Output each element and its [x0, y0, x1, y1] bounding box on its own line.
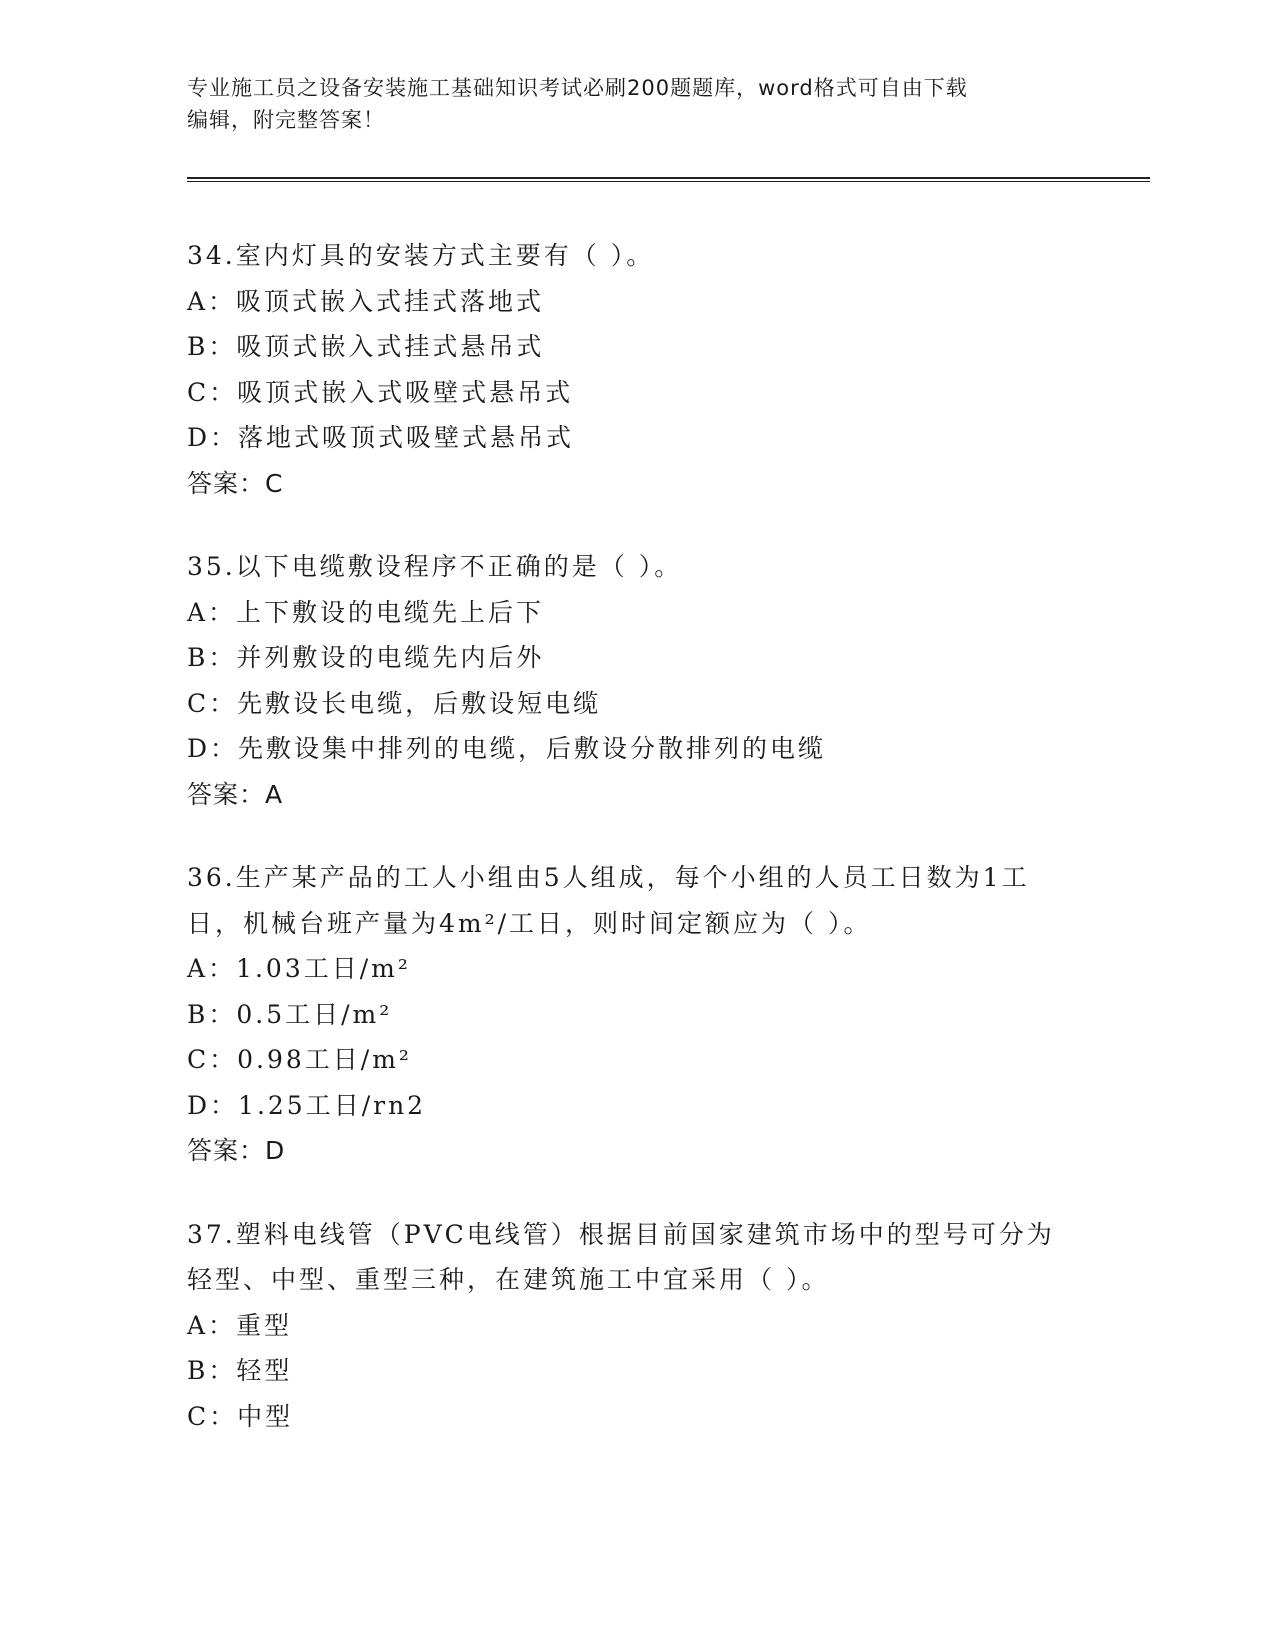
answer-key: 答案：A	[187, 779, 284, 809]
answer-key: 答案：C	[187, 468, 284, 498]
option-c: C：先敷设长电缆，后敷设短电缆	[187, 688, 602, 718]
question-stem: 34.室内灯具的安装方式主要有（ ）。	[187, 241, 655, 270]
option-a: A：重型	[187, 1310, 293, 1340]
option-d: D：先敷设集中排列的电缆，后敷设分散排列的电缆	[187, 734, 827, 763]
option-a: A：1.03工日/m²	[187, 954, 411, 983]
option-d: D：落地式吸顶式吸壁式悬吊式	[187, 423, 575, 452]
option-b: B：0.5工日/m²	[187, 999, 393, 1029]
header-divider	[187, 177, 1150, 182]
answer-key: 答案：D	[187, 1136, 286, 1165]
option-c: C：0.98工日/m²	[187, 1045, 412, 1074]
option-d: D：1.25工日/rn2	[187, 1090, 427, 1120]
header-title-line-2: 编辑，附完整答案！	[187, 108, 385, 132]
option-a: A：吸顶式嵌入式挂式落地式	[187, 286, 545, 316]
header-title-line-1: 专业施工员之设备安装施工基础知识考试必刷200题题库，word格式可自由下载	[187, 76, 968, 100]
question-34	[187, 233, 1087, 506]
question-stem: 35.以下电缆敷设程序不正确的是（ ）。	[187, 552, 683, 581]
option-c: C：中型	[187, 1401, 294, 1431]
option-a: A：上下敷设的电缆先上后下	[187, 597, 545, 627]
question-stem-line-1: 37.塑料电线管（PVC电线管）根据目前国家建筑市场中的型号可分为	[187, 1219, 1055, 1249]
question-list	[187, 233, 1087, 1477]
page-header	[187, 72, 1087, 136]
option-b: B：轻型	[187, 1356, 293, 1385]
question-stem-line-2: 日，机械台班产量为4m²/工日，则时间定额应为（ ）。	[187, 908, 872, 938]
question-stem-line-2: 轻型、中型、重型三种，在建筑施工中宜采用（ ）。	[187, 1265, 830, 1294]
question-35	[187, 544, 1087, 817]
question-37	[187, 1212, 1087, 1440]
question-stem-line-1: 36.生产某产品的工人小组由5人组成，每个小组的人员工日数为1工	[187, 863, 1030, 892]
option-b: B：吸顶式嵌入式挂式悬吊式	[187, 332, 545, 361]
question-36	[187, 855, 1087, 1174]
option-b: B：并列敷设的电缆先内后外	[187, 643, 545, 672]
option-c: C：吸顶式嵌入式吸壁式悬吊式	[187, 377, 574, 407]
